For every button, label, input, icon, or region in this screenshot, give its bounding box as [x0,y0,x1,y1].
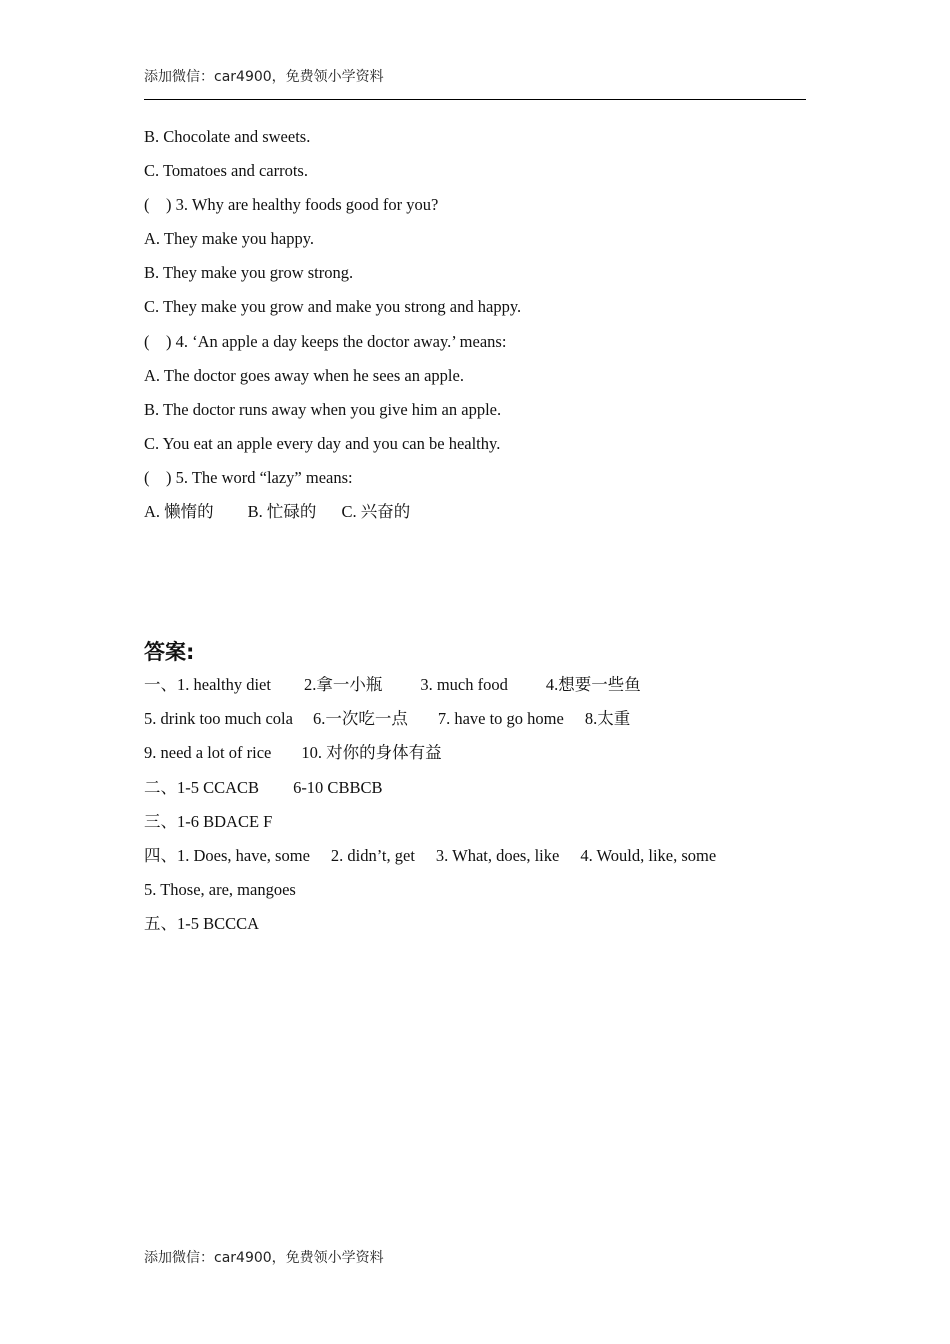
question-5-option-a: A. 懒惰的 [144,502,214,521]
header-divider [144,99,806,100]
answers-section-3: 三、1-6 BDACE F [144,812,273,831]
answer-1-5: 5. drink too much cola [144,709,293,728]
answer-2-b: 6-10 CBBCB [293,778,383,797]
question-5-option-c: C. 兴奋的 [341,502,411,521]
question-2-option-c: C. Tomatoes and carrots. [144,161,308,180]
header-text: 添加微信：car4900，免费领小学资料 [144,69,384,85]
question-4-option-c: C. You eat an apple every day and you can be healthy. [144,434,501,453]
question-2-option-b: B. Chocolate and sweets. [144,127,311,146]
answers-section-1-row-2 [144,709,630,729]
answer-1-7: 7. have to go home [437,709,564,728]
question-5-options [144,502,410,522]
question-4-stem: ( ) 4. ‘An apple a day keeps the doctor away.’ means: [144,332,507,351]
question-4-option-b: B. The doctor runs away when you give him an apple. [144,400,502,419]
answer-4-4: 4. Would, like, some [580,846,717,865]
answer-1-8: 8.太重 [584,709,631,728]
answer-1-9: 9. need a lot of rice [144,743,272,762]
answer-4-1: 四、1. Does, have, some [144,846,310,865]
answers-section-5: 五、1-5 BCCCA [144,914,260,933]
answers-section-2 [144,778,382,798]
question-4-option-a: A. The doctor goes away when he sees an apple. [144,366,464,385]
question-3-stem: ( ) 3. Why are healthy foods good for you? [144,195,439,214]
answer-2-a: 二、1-5 CCACB [144,778,260,797]
answer-4-2: 2. didn’t, get [330,846,415,865]
answer-1-2: 2.拿一小瓶 [303,675,383,694]
answer-1-6: 6.一次吃一点 [312,709,408,728]
answer-4-3: 3. What, does, like [435,846,560,865]
answer-1-10: 10. 对你的身体有益 [301,743,442,762]
question-5-stem: ( ) 5. The word “lazy” means: [144,468,353,487]
question-5-option-b: B. 忙碌的 [247,502,317,521]
answers-title: 答案: [144,640,195,664]
answers-section-1-row-1 [144,675,641,695]
question-3-option-b: B. They make you grow strong. [144,263,354,282]
answer-1-3: 3. much food [420,675,508,694]
answer-1-4: 4.想要一些鱼 [545,675,641,694]
footer-text: 添加微信：car4900，免费领小学资料 [144,1250,384,1266]
answers-section-4-row-2: 5. Those, are, mangoes [144,880,296,899]
question-3-option-a: A. They make you happy. [144,229,315,248]
answer-1-1: 一、1. healthy diet [144,675,271,694]
question-3-option-c: C. They make you grow and make you strong and happy. [144,297,522,316]
answers-section-1-row-3 [144,743,442,763]
answers-section-4-row-1 [144,846,716,866]
